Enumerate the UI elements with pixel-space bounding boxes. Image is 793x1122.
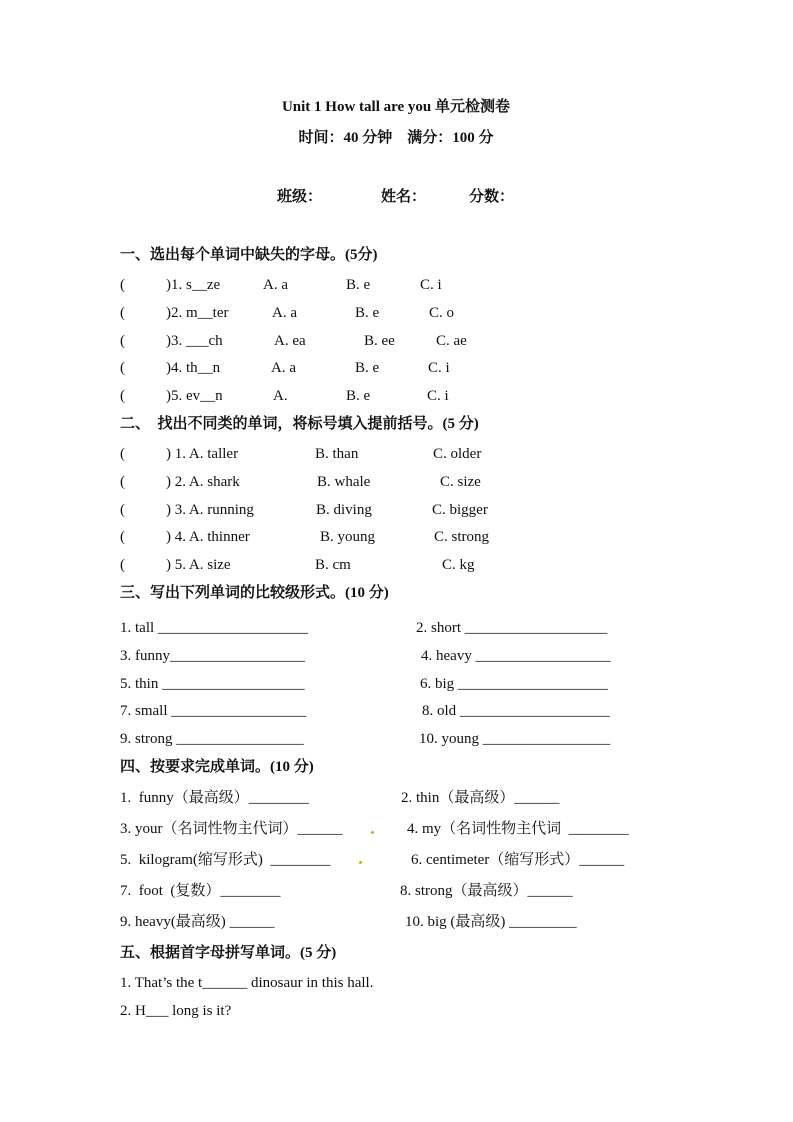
question-item: 7. small __________________: [120, 703, 307, 719]
class-label: 班级：: [277, 189, 323, 205]
question-item: B. than: [315, 446, 359, 462]
question-item: 8. old ____________________: [422, 703, 610, 719]
section-heading: 五、根据首字母拼写单词。(5 分): [120, 945, 337, 961]
section-heading: 二、 找出不同类的单词，将标号填入提前括号。(5 分): [120, 416, 479, 432]
question-item: (: [120, 502, 125, 518]
question-item: 2. short ___________________: [416, 620, 608, 636]
question-item: B. whale: [317, 474, 371, 490]
question-item: C. size: [440, 474, 481, 490]
question-item: C. strong: [434, 529, 490, 545]
question-item: C. i: [428, 360, 450, 376]
question-item: B. cm: [315, 557, 351, 573]
question-item: (: [120, 474, 125, 490]
question-item: ) 5. A. size: [166, 557, 231, 573]
question-item: B. e: [346, 277, 371, 293]
question-item: 9. strong _________________: [120, 731, 304, 747]
question-item: 4. my（名词性物主代词 ________: [407, 821, 629, 837]
question-item: B. ee: [364, 333, 395, 349]
question-item: (: [120, 360, 125, 376]
question-item: 1. That’s the t______ dinosaur in this hall.: [120, 975, 374, 991]
question-item: 5. kilogram(缩写形式) ________: [120, 852, 331, 868]
question-item: 2. H___ long is it?: [120, 1003, 232, 1019]
question-item: C. o: [429, 305, 455, 321]
question-item: (: [120, 557, 125, 573]
question-item: ) 2. A. shark: [166, 474, 240, 490]
page-title: Unit 1 How tall are you 单元检测卷: [281, 99, 511, 115]
question-item: A.: [273, 388, 288, 404]
question-item: )3. ___ch: [166, 333, 223, 349]
question-item: C. ae: [436, 333, 467, 349]
section-heading: 四、按要求完成单词。(10 分): [120, 759, 314, 775]
score-label: 分数：: [469, 189, 515, 205]
question-item: 1. tall ____________________: [120, 620, 308, 636]
question-item: A. a: [271, 360, 296, 376]
question-item: )1. s__ze: [166, 277, 221, 293]
question-item: B. diving: [316, 502, 372, 518]
question-item: C. i: [427, 388, 449, 404]
question-item: C. older: [433, 446, 482, 462]
question-item: 4. heavy __________________: [421, 648, 611, 664]
question-item: B. young: [320, 529, 376, 545]
question-item: 1. funny（最高级）________: [120, 790, 309, 806]
question-item: (: [120, 277, 125, 293]
question-item: 6. big ____________________: [420, 676, 608, 692]
question-item: )4. th__n: [166, 360, 221, 376]
time-info: 时间：40 分钟 满分：100 分: [298, 130, 494, 146]
question-item: C. kg: [442, 557, 475, 573]
question-item: (: [120, 446, 125, 462]
question-item: B. e: [355, 360, 380, 376]
question-item: C. bigger: [432, 502, 488, 518]
question-item: (: [120, 529, 125, 545]
question-item: B. e: [355, 305, 380, 321]
question-item: 6. centimeter（缩写形式）______: [411, 852, 625, 868]
question-item: C. i: [420, 277, 442, 293]
question-item: 10. big (最高级) _________: [405, 914, 577, 930]
question-item: (: [120, 333, 125, 349]
name-label: 姓名：: [381, 189, 427, 205]
question-item: ) 3. A. running: [166, 502, 254, 518]
question-item: B. e: [346, 388, 371, 404]
question-item: 5. thin ___________________: [120, 676, 305, 692]
question-item: (: [120, 388, 125, 404]
section-heading: 三、写出下列单词的比较级形式。(10 分): [120, 585, 389, 601]
question-item: 3. funny__________________: [120, 648, 305, 664]
question-item: 9. heavy(最高级) ______: [120, 914, 275, 930]
question-item: 2. thin（最高级）______: [401, 790, 560, 806]
question-item: 10. young _________________: [419, 731, 611, 747]
decorative-dot: [371, 831, 374, 834]
question-item: ) 4. A. thinner: [166, 529, 250, 545]
question-item: )2. m__ter: [166, 305, 229, 321]
question-item: )5. ev__n: [166, 388, 223, 404]
question-item: A. a: [263, 277, 288, 293]
question-item: 8. strong（最高级）______: [400, 883, 573, 899]
question-item: 3. your（名词性物主代词）______: [120, 821, 343, 837]
decorative-dot: [359, 861, 362, 864]
question-item: A. ea: [274, 333, 306, 349]
question-item: ) 1. A. taller: [166, 446, 239, 462]
section-heading: 一、选出每个单词中缺失的字母。(5分): [120, 247, 378, 263]
question-item: 7. foot (复数）________: [120, 883, 281, 899]
question-item: A. a: [272, 305, 297, 321]
question-item: (: [120, 305, 125, 321]
